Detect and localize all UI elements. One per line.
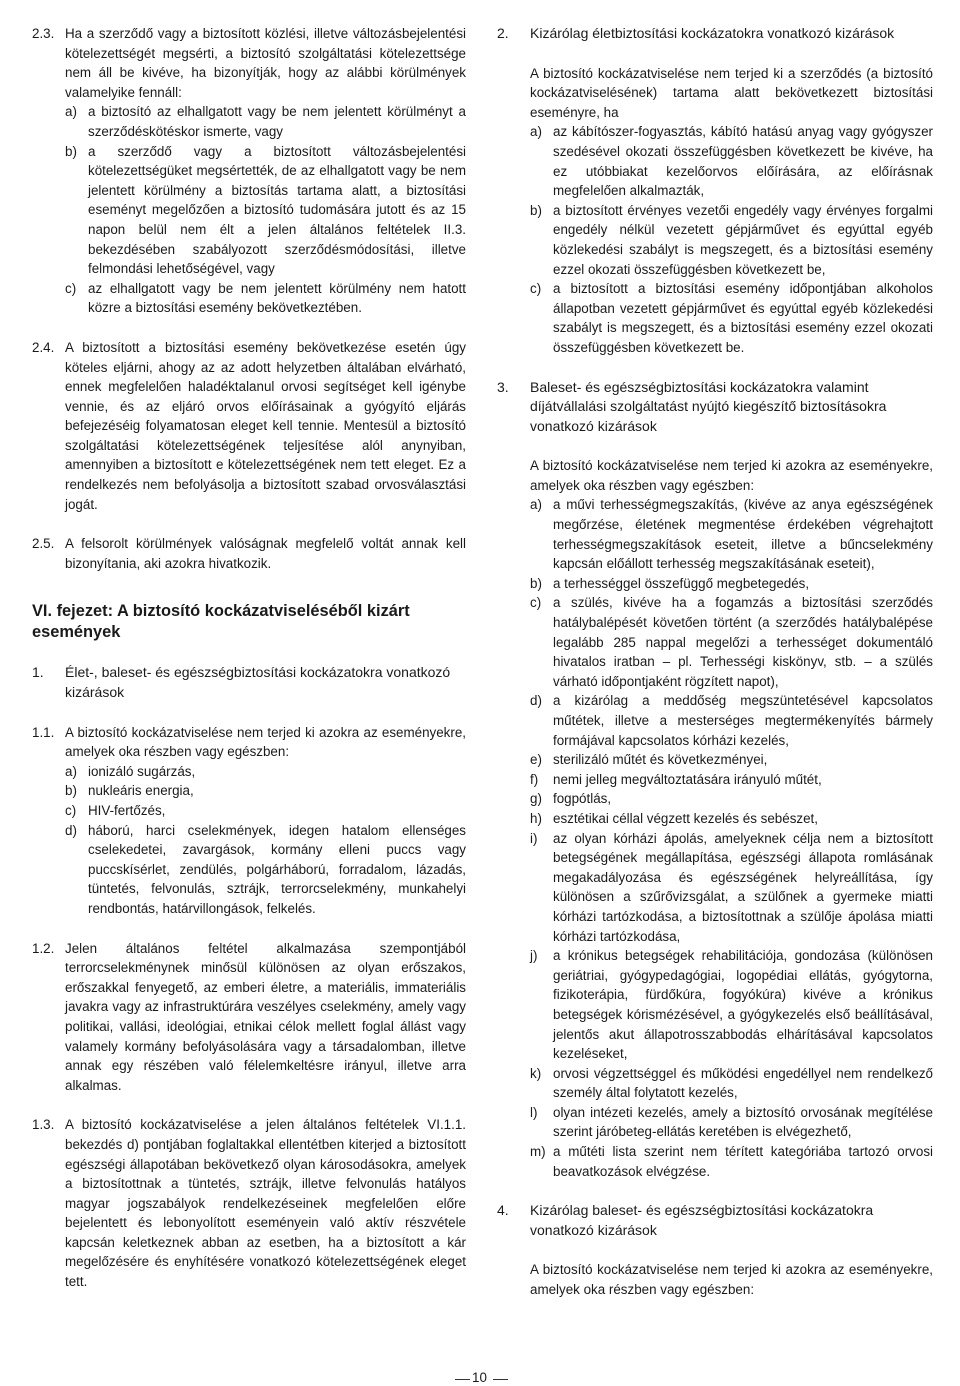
section-heading-4 [497, 1201, 933, 1240]
section-number: 3. [497, 378, 509, 395]
item-text: az olyan kórházi ápolás, amelyeknek célja nem a biztosított betegségének megállapítása, egészségi állapota romlásának megakadályozása és egészségének helyreállítása, így különösen a szűrővizsgálat, a szülőnek a gyermeke miatti kórházi tartózkodása, a biztosítottnak a szülője ápolása miatti kórházi tartózkodása, [553, 830, 933, 944]
item-text: fogpótlás, [553, 791, 612, 807]
item-text: nemi jelleg megváltoztatására irányuló műtét, [553, 771, 822, 787]
paragraph-text: A biztosító kockázatviselése nem terjed ki azokra az eseményekre, amelyek oka részben vagy egészben: [65, 724, 466, 760]
page-number: 10 [472, 1370, 487, 1385]
item-text: sterilizáló műtét és következményei, [553, 752, 768, 768]
left-column [32, 24, 466, 1292]
item-text: orvosi végzettséggel és működési engedéllyel nem rendelkező személy által folytatott kezelés, [553, 1065, 933, 1101]
list-item [530, 750, 933, 770]
section-number: 1.3. [32, 1117, 55, 1133]
section-number: 4. [497, 1202, 509, 1219]
section-1-2 [32, 939, 466, 1096]
item-text: olyan intézeti kezelés, amely a biztosító orvosának megítélése szerint járóbeteg-ellátás keretében is elvégezhető, [553, 1104, 933, 1140]
list-item [530, 829, 933, 947]
section-number: 2. [497, 25, 509, 41]
section-number: 2.5. [32, 536, 55, 552]
paragraph-text: A biztosító kockázatviselése a jelen általános feltételek VI.1.1. bekezdés d) pontjában foglaltakkal ellentétben kiterjed a biztosított egészségi állapotában bekövetkező olyan károsodásokra, amelyek a biztosítottnak a tüntetés, sztrájk, illetve felvonulás hatályos magyar jogszabályok rendelkezéseinek megfelelően előre bejelentett és lebonyolított eseményein való aktív részvétele kapcsán keletkeznek abban az esetben, ha a biztosított a kár megelőzésére és enyhítésére vonatkozó kötelezettségének eleget tett. [65, 1117, 466, 1290]
list-item [530, 1064, 933, 1103]
item-letter: l) [530, 1104, 538, 1120]
item-letter: h) [530, 810, 542, 826]
list-item [530, 495, 933, 573]
item-text: háború, harci cselekmények, idegen hatalom ellenséges cselekedetei, zavargások, kormány elleni puccs vagy puccskísérlet, zendülés, polgárháború, forradalom, lázadás, tüntetés, felvonulás, sztrájk, terrorcselekmény, munkahelyi rendbontás, határvillongások, felkelés. [88, 822, 466, 916]
item-letter: c) [530, 595, 542, 611]
footer-rule-right [493, 1379, 508, 1380]
item-letter: f) [530, 771, 539, 787]
item-text: nukleáris energia, [88, 783, 194, 799]
item-text: a biztosító az elhallgatott vagy be nem jelentett körülményt a szerződéskötéskor ismerte, vagy [88, 104, 466, 139]
section-number: 1.2. [32, 940, 55, 956]
section-number: 2.4. [32, 339, 55, 355]
section-2-5 [32, 534, 466, 573]
section-1-3 [32, 1115, 466, 1291]
item-letter: b) [530, 202, 542, 218]
item-letter: d) [65, 822, 77, 838]
list-item [530, 946, 933, 1064]
item-text: a biztosított érvényes vezetői engedély vagy érvényes forgalmi engedély nélkül vezetett gépjárművet és egyúttal egyéb közlekedési szabályt is megszegett, és a biztosítási esemény ezzel okozati összefüggésben következett be, [553, 202, 933, 277]
paragraph-text: A biztosító kockázatviselése nem terjed ki a szerződés (a biztosító kockázatviselésének) tartama alatt bekövetkezett biztosítási eseményre, ha [530, 65, 933, 120]
list-item [530, 279, 933, 357]
list-item [530, 593, 933, 691]
item-text: a biztosított a biztosítási esemény időpontjában alkoholos állapotban vezetett gépjárművet és egyúttal egyéb közlekedési szabályt is megszegett, és a biztosítási esemény ezzel okozati összefüggésben következett be. [553, 281, 933, 355]
footer-rule-left [455, 1379, 470, 1380]
item-text: a szülés, kivéve ha a fogamzás a biztosítási szerződés hatálybalépését követően történt (a szerződés hatálybalépése legalább 285 nappal megelőzi a terhességet dokumentáló hivatalos iratban – pl. Terhességi kiskönyv, stb. – a szülés várható időpontjaként rögzített napot), [553, 595, 933, 689]
item-letter: a) [65, 104, 77, 120]
item-letter: c) [65, 280, 77, 296]
right-column [497, 24, 933, 1300]
section-2-3 [32, 24, 466, 102]
list-item [65, 102, 466, 141]
list-item [530, 1103, 933, 1142]
item-text: esztétikai céllal végzett kezelés és sebészet, [553, 810, 818, 826]
list-item [530, 201, 933, 279]
item-letter: g) [530, 791, 542, 807]
list-item [65, 142, 466, 279]
section-1-1 [32, 723, 466, 762]
list-item [65, 762, 466, 782]
item-text: HIV-fertőzés, [88, 803, 166, 818]
item-letter: i) [530, 830, 538, 846]
list-item [65, 781, 466, 801]
heading-text: Kizárólag baleset- és egészségbiztosítási kockázatokra vonatkozó kizárások [530, 1202, 874, 1238]
item-letter: e) [530, 752, 542, 768]
chapter-heading: VI. fejezet: A biztosító kockázatviseléséből kizárt események [32, 602, 410, 642]
item-text: a terhességgel összefüggő megbetegedés, [553, 575, 810, 591]
list-item [65, 279, 466, 318]
list-item [530, 1142, 933, 1181]
list-item [530, 122, 933, 200]
paragraph-text: Ha a szerződő vagy a biztosított közlési, illetve változásbejelentési kötelezettségét megsérti, a biztosító szolgáltatási kötelezettsége nem áll be kivéve, ha bizonyítják, hogy az alábbi körülmények valamelyike fennáll: [65, 26, 466, 100]
item-letter: m) [530, 1144, 546, 1160]
paragraph-text: A biztosító kockázatviselése nem terjed ki azokra az eseményekre, amelyek oka részben vagy egészben: [530, 1262, 933, 1298]
section-number: 2.3. [32, 26, 55, 41]
paragraph-text: A biztosított a biztosítási esemény bekövetkezése esetén úgy köteles eljárni, ahogy az az adott helyzetben általában elvárható, ennek megfelelően haladéktalanul orvosi segítséget kell igénybe vennie, és az eljáró orvos előírásainak a gyógyító eljárás befejezéséig folyamatosan eleget kell tennie. Mentesül a biztosító szolgáltatási kötelezettségének teljesítése alól anynyiban, amennyiben a biztosított e kötelezettségének nem tett eleget. Ez a rendelkezés nem befolyásolja a biztosított szabad orvosválasztási jogát. [65, 339, 466, 512]
item-text: a műtéti lista szerint nem térített kategóriába tartozó orvosi beavatkozások elvégzése. [553, 1144, 933, 1179]
item-text: a művi terhességmegszakítás, (kivéve az anya egészségének megőrzése, életének megmentése érdekében végrehajtott terhességmegszakítások eseteit, illetve a bűncselekmény kapcsán előállott terhesség megszakításának eseteit), [553, 497, 933, 572]
list-item [530, 691, 933, 750]
item-letter: a) [530, 124, 542, 140]
item-letter: b) [65, 783, 77, 799]
list-item [530, 574, 933, 594]
item-text: az kábítószer-fogyasztás, kábító hatású anyag vagy gyógyszer szedésével okozati összefüggésben következett be kivéve, ha ez utóbbiakat kezelőorvos előírására, az előírásnak megfelelően alkalmazták, [553, 124, 933, 199]
item-letter: a) [65, 763, 77, 779]
heading-text: Baleset- és egészségbiztosítási kockázatokra valamint díjátvállalási szolgáltatást nyújtó kiegészítő biztosításokra vonatkozó kizárások [530, 378, 887, 434]
heading-text: Kizárólag életbiztosítási kockázatokra vonatkozó kizárások [530, 25, 895, 41]
list-item [65, 801, 466, 821]
item-letter: j) [530, 948, 538, 964]
section-number: 1.1. [32, 724, 55, 740]
list-item [530, 809, 933, 829]
list-item [530, 770, 933, 790]
section-heading-1 [32, 663, 466, 702]
item-text: ionizáló sugárzás, [88, 763, 196, 779]
item-letter: b) [65, 143, 77, 159]
paragraph-text: Jelen általános feltétel alkalmazása szempontjából terrorcselekménynek minősül különösen az olyan erőszakos, erőszakkal fenyegető, az emberi életre, a materiális, immateriális javakra vagy az infrastruktúrára veszélyes cselekmény, amely vagy politikai, vallási, ideológiai, etnikai célok mellett foglal állást vagy valamely kormány befolyásolására vagy a társadalomban, illetve annak egy részében való félelemkeltésre irányul, illetve arra alkalmas. [65, 940, 466, 1093]
section-number: 1. [32, 664, 44, 681]
heading-text: Élet-, baleset- és egészségbiztosítási kockázatokra vonatkozó kizárások [65, 664, 451, 701]
paragraph-text: A biztosító kockázatviselése nem terjed ki azokra az eseményekre, amelyek oka részben vagy egészben: [530, 458, 933, 493]
item-letter: c) [530, 281, 542, 297]
item-text: a kizárólag a meddőség megszüntetésével kapcsolatos műtétek, illetve a mesterséges megtermékenyítés bármely formájával kapcsolatos kórházi kezelés, [553, 693, 933, 748]
item-letter: d) [530, 693, 542, 709]
item-text: a krónikus betegségek rehabilitációja, gondozása (különösen geriátriai, gyógypedagógiai, logopédiai ellátás, gyógytorna, fizikoterápia, fürdőkúra, fogyókúra) kivéve a krónikus betegségek kórismézésével, a gyógykezelés első beállításával, jelentős akut állapotrosszabbodás elhárításával kapcsolatos kezeléseket, [553, 948, 933, 1062]
list-item [65, 821, 466, 919]
item-letter: a) [530, 497, 542, 513]
section-heading-2 [497, 24, 933, 44]
section-2-4 [32, 338, 466, 514]
paragraph-text: A felsorolt körülmények valóságnak megfelelő voltát annak kell bizonyítania, aki azokra hivatkozik. [65, 536, 466, 571]
item-text: az elhallgatott vagy be nem jelentett körülmény nem hatott közre a biztosítási esemény bekövetkeztében. [88, 280, 466, 316]
section-heading-3 [497, 378, 933, 437]
item-letter: c) [65, 803, 77, 818]
item-text: a szerződő vagy a biztosított változásbejelentési kötelezettségüket megsértették, de az elhallgatott vagy be nem jelentett körülmény a biztosítás tartama alatt, a biztosítási eseményt megelőzően a biztosító tudomására jutott és az 15 napon belül nem élt a jelen általános feltételek II.3. bekezdésében szabályozott szerződésmódosítási, illetve felmondási lehetőségével, vagy [88, 143, 466, 277]
item-letter: k) [530, 1065, 542, 1081]
item-letter: b) [530, 575, 542, 591]
list-item [530, 789, 933, 809]
